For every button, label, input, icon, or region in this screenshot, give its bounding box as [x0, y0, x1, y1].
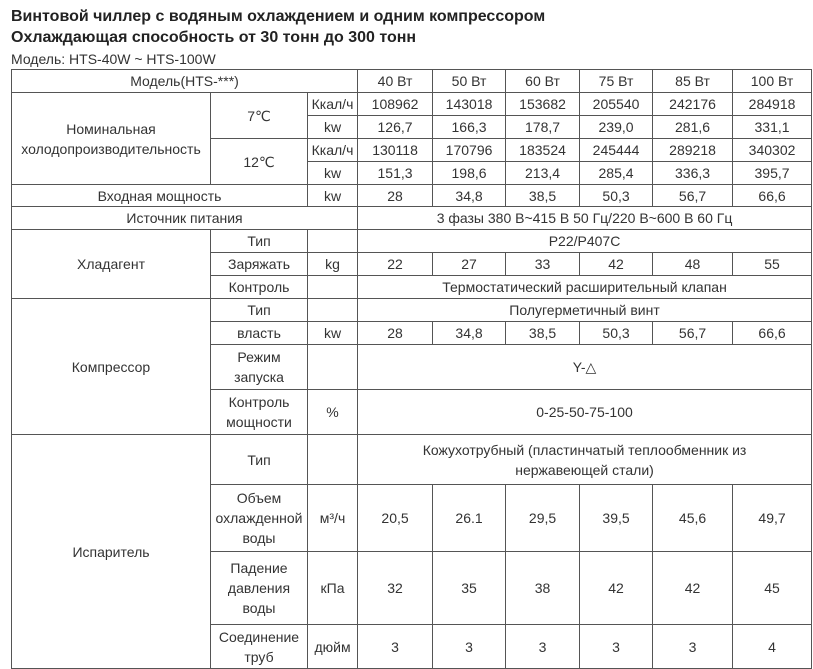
- value-cell: 3: [433, 625, 506, 669]
- model-col: 40 Вт: [358, 70, 433, 93]
- value-cell: 45: [733, 552, 812, 625]
- power-source-row: [12, 207, 812, 230]
- unit-cell: [308, 345, 358, 390]
- unit-cell: kg: [308, 253, 358, 276]
- input-power-label: Входная мощность: [12, 185, 308, 207]
- capacity-label: Номинальная холодопроизводительность: [12, 93, 211, 185]
- model-col: 75 Вт: [580, 70, 653, 93]
- value-cell: 26.1: [433, 485, 506, 552]
- temp-7c: 7℃: [211, 93, 308, 139]
- evaporator-type-value: Кожухотрубный (пластинчатый теплообменник из нержавеющей стали): [358, 435, 812, 485]
- value-cell: 66,6: [733, 322, 812, 345]
- value-cell: 20,5: [358, 485, 433, 552]
- sub-label: Падение давления воды: [211, 552, 308, 625]
- compressor-type-row: [12, 299, 812, 322]
- value-cell: 245444: [580, 139, 653, 162]
- compressor-start-value: Y-△: [358, 345, 812, 390]
- refrigerant-type-row: [12, 230, 812, 253]
- value-cell: 285,4: [580, 162, 653, 185]
- unit-cell: kw: [308, 322, 358, 345]
- model-col: 60 Вт: [506, 70, 580, 93]
- compressor-type-value: Полугерметичный винт: [358, 299, 812, 322]
- value-cell: 205540: [580, 93, 653, 116]
- value-cell: 281,6: [653, 116, 733, 139]
- evaporator-label: Испаритель: [12, 435, 211, 669]
- unit-cell: kw: [308, 185, 358, 207]
- model-header: Модель(HTS-***): [12, 70, 358, 93]
- value-cell: 289218: [653, 139, 733, 162]
- unit-cell: [308, 276, 358, 299]
- sub-label: власть: [211, 322, 308, 345]
- value-cell: 55: [733, 253, 812, 276]
- unit-cell: дюйм: [308, 625, 358, 669]
- value-cell: 340302: [733, 139, 812, 162]
- value-cell: 170796: [433, 139, 506, 162]
- sub-label: Заряжать: [211, 253, 308, 276]
- sub-label: Контроль: [211, 276, 308, 299]
- value-cell: 198,6: [433, 162, 506, 185]
- value-cell: 213,4: [506, 162, 580, 185]
- value-cell: 4: [733, 625, 812, 669]
- value-cell: 28: [358, 322, 433, 345]
- sub-label: Соединение труб: [211, 625, 308, 669]
- value-cell: 28: [358, 185, 433, 207]
- unit-cell: [308, 435, 358, 485]
- evaporator-type-row: [12, 435, 812, 485]
- value-cell: 34,8: [433, 185, 506, 207]
- sub-label: Объем охлажденной воды: [211, 485, 308, 552]
- value-cell: 108962: [358, 93, 433, 116]
- power-source-label: Источник питания: [12, 207, 358, 230]
- sub-label: Тип: [211, 230, 308, 253]
- page-subtitle: Охлаждающая способность от 30 тонн до 300 тонн: [11, 29, 417, 46]
- value-cell: 49,7: [733, 485, 812, 552]
- value-cell: 331,1: [733, 116, 812, 139]
- value-cell: 178,7: [506, 116, 580, 139]
- value-cell: 38,5: [506, 322, 580, 345]
- value-cell: 153682: [506, 93, 580, 116]
- value-cell: 284918: [733, 93, 812, 116]
- capacity-7c-kcal-row: [12, 93, 812, 116]
- value-cell: 29,5: [506, 485, 580, 552]
- temp-12c: 12℃: [211, 139, 308, 185]
- compressor-capctl-value: 0-25-50-75-100: [358, 390, 812, 435]
- value-cell: 33: [506, 253, 580, 276]
- value-cell: 42: [580, 253, 653, 276]
- model-col: 100 Вт: [733, 70, 812, 93]
- header-row: [12, 70, 812, 93]
- value-cell: 3: [653, 625, 733, 669]
- value-cell: 66,6: [733, 185, 812, 207]
- value-cell: 126,7: [358, 116, 433, 139]
- value-cell: 56,7: [653, 322, 733, 345]
- sub-label: Тип: [211, 299, 308, 322]
- value-cell: 50,3: [580, 322, 653, 345]
- sub-label: Тип: [211, 435, 308, 485]
- value-cell: 56,7: [653, 185, 733, 207]
- refrigerant-control-value: Термостатический расширительный клапан: [358, 276, 812, 299]
- sub-label: Режим запуска: [211, 345, 308, 390]
- value-cell: 3: [580, 625, 653, 669]
- value-cell: 38: [506, 552, 580, 625]
- unit-cell: [308, 299, 358, 322]
- value-cell: 151,3: [358, 162, 433, 185]
- value-cell: 239,0: [580, 116, 653, 139]
- value-cell: 48: [653, 253, 733, 276]
- value-cell: 22: [358, 253, 433, 276]
- value-cell: 39,5: [580, 485, 653, 552]
- unit-cell: Ккал/ч: [308, 139, 358, 162]
- value-cell: 27: [433, 253, 506, 276]
- unit-cell: м³/ч: [308, 485, 358, 552]
- page-title: Винтовой чиллер с водяным охлаждением и одним компрессором: [11, 8, 546, 25]
- model-col: 50 Вт: [433, 70, 506, 93]
- unit-cell: кПа: [308, 552, 358, 625]
- value-cell: 143018: [433, 93, 506, 116]
- model-col: 85 Вт: [653, 70, 733, 93]
- value-cell: 34,8: [433, 322, 506, 345]
- value-cell: 42: [580, 552, 653, 625]
- value-cell: 35: [433, 552, 506, 625]
- value-cell: 38,5: [506, 185, 580, 207]
- refrigerant-label: Хладагент: [12, 230, 211, 299]
- power-source-value: 3 фазы 380 В~415 В 50 Гц/220 В~600 В 60 Гц: [358, 207, 812, 230]
- value-cell: 166,3: [433, 116, 506, 139]
- unit-cell: %: [308, 390, 358, 435]
- value-cell: 3: [506, 625, 580, 669]
- value-cell: 42: [653, 552, 733, 625]
- value-cell: 242176: [653, 93, 733, 116]
- unit-cell: kw: [308, 162, 358, 185]
- value-cell: 336,3: [653, 162, 733, 185]
- unit-cell: [308, 230, 358, 253]
- spec-table: [11, 69, 812, 669]
- refrigerant-type-value: P22/P407C: [358, 230, 812, 253]
- value-cell: 32: [358, 552, 433, 625]
- compressor-label: Компрессор: [12, 299, 211, 435]
- value-cell: 45,6: [653, 485, 733, 552]
- model-range: Модель: HTS-40W ~ HTS-100W: [11, 51, 216, 67]
- input-power-row: [12, 185, 812, 207]
- value-cell: 50,3: [580, 185, 653, 207]
- unit-cell: kw: [308, 116, 358, 139]
- value-cell: 183524: [506, 139, 580, 162]
- value-cell: 130118: [358, 139, 433, 162]
- unit-cell: Ккал/ч: [308, 93, 358, 116]
- value-cell: 3: [358, 625, 433, 669]
- sub-label: Контроль мощности: [211, 390, 308, 435]
- value-cell: 395,7: [733, 162, 812, 185]
